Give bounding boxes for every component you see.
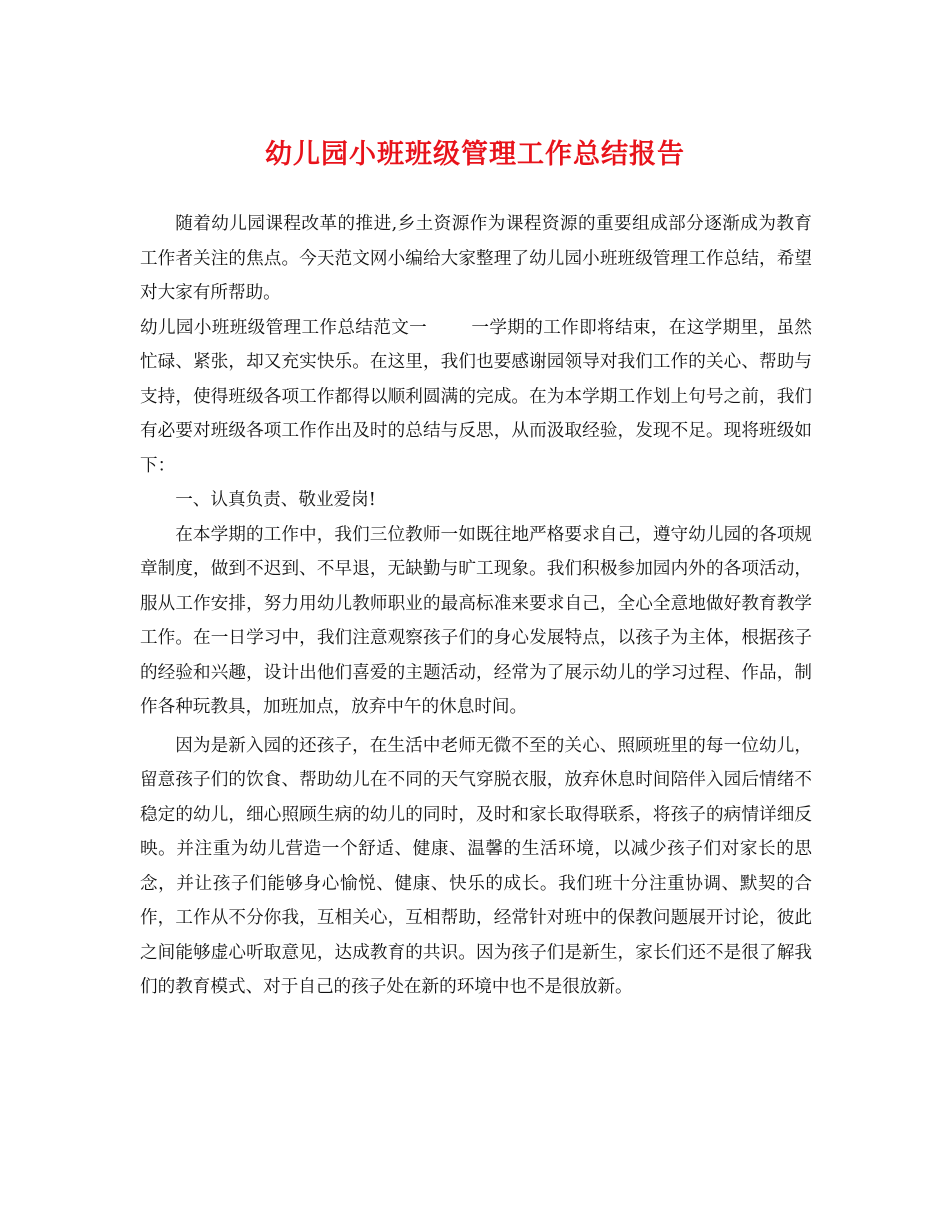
intro-paragraph: 随着幼儿园课程改革的推进,乡土资源作为课程资源的重要组成部分逐渐成为教育工作者关注的焦点。今天范文网小编给大家整理了幼儿园小班班级管理工作总结，希望对大家有所帮助。 <box>140 214 812 303</box>
document-title: 幼儿园小班班级管理工作总结报告 <box>265 139 685 170</box>
document-body <box>140 207 812 1005</box>
sample-paragraph <box>140 311 812 484</box>
section-heading: 一、认真负责、敬业爱岗! <box>175 490 376 510</box>
body-paragraph-1: 在本学期的工作中，我们三位教师一如既往地严格要求自己，遵守幼儿园的各项规章制度，做到不迟到、不早退，无缺勤与旷工现象。我们积极参加园内外的各项活动，服从工作安排，努力用幼儿教师职业的最高标准来要求自己，全心全意地做好教育教学工作。在一日学习中，我们注意观察孩子们的身心发展特点，以孩子为主体，根据孩子的经验和兴趣，设计出他们喜爱的主题活动，经常为了展示幼儿的学习过程、作品，制作各种玩教具，加班加点，放弃中午的休息时间。 <box>140 524 812 717</box>
body-paragraph-2: 因为是新入园的还孩子，在生活中老师无微不至的关心、照顾班里的每一位幼儿，留意孩子们的饮食、帮助幼儿在不同的天气穿脱衣服，放弃休息时间陪伴入园后情绪不稳定的幼儿，细心照顾生病的幼儿的同时，及时和家长取得联系，将孩子的病情详细反映。并注重为幼儿营造一个舒适、健康、温馨的生活环境，以减少孩子们对家长的思念，并让孩子们能够身心愉悦、健康、快乐的成长。我们班十分注重协调、默契的合作，工作从不分你我，互相关心，互相帮助，经常针对班中的保教问题展开讨论，彼此之间能够虚心听取意见，达成教育的共识。因为孩子们是新生，家长们还不是很了解我们的教育模式、对于自己的孩子处在新的环境中也不是很放新。 <box>140 735 812 997</box>
sample-opening: 一学期的工作即将结束，在这学期里，虽然忙碌、紧张，却又充实快乐。在这里，我们也要感谢园领导对我们工作的关心、帮助与支持，使得班级各项工作都得以顺利圆满的完成。在为本学期工作划上句号之前，我们有必要对班级各项工作作出及时的总结与反思，从而汲取经验，发现不足。现将班级如下： <box>140 317 812 476</box>
sample-heading: 幼儿园小班班级管理工作总结范文一 <box>140 317 428 338</box>
